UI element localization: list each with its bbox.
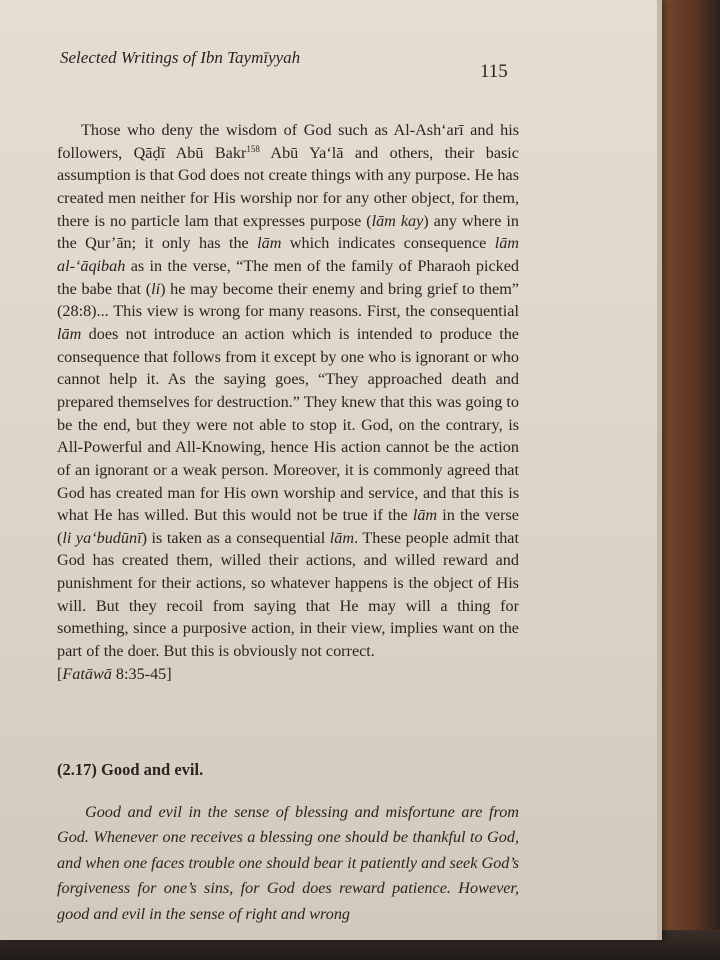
citation-reference: 8:35-45] (111, 664, 172, 683)
running-title: Selected Writings of Ibn Taymīyyah (60, 48, 301, 67)
section-body-text (57, 800, 519, 927)
italic-term: lām (329, 528, 355, 547)
italic-term: li (151, 279, 161, 298)
page-number: 115 (480, 61, 508, 82)
italic-term: lām kay (371, 211, 424, 230)
paragraph (57, 119, 519, 663)
footnote-ref: 158 (246, 143, 260, 154)
italic-term: li ya‘budūnī (62, 528, 142, 547)
text-run: as in the verse, “The men of the family of Pharaoh picked the babe that ( (57, 256, 519, 298)
italic-term: lām (412, 506, 438, 525)
page-edge (657, 0, 662, 940)
italic-term: lām (57, 324, 82, 343)
text-run: ) he may become their enemy and bring grief to them” (28:8)... This view is wrong for many reasons. First, the consequential (57, 279, 519, 321)
italic-term: lām (257, 234, 282, 253)
main-body-text (57, 119, 519, 685)
citation (57, 663, 519, 686)
text-run: in the verse ( (57, 506, 519, 547)
section-heading: (2.17) Good and evil. (57, 760, 204, 779)
citation-bracket: [ (57, 664, 63, 683)
text-run: ) any where in the Qur’ān; it only has the (57, 211, 519, 253)
text-run: Those who deny the wisdom of God such as Al-Ash‘arī and his followers, Qāḍī Abū Bakr (57, 121, 519, 162)
text-run: does not introduce an action which is intended to produce the consequence that follows from it except by one who is ignorant or who cannot help it. As the saying goes, “They approached death and prepared themselves for destruction.” They knew that this was going to be the end, but they were not able to stop it. God, on the contrary, is All-Powerful and All-Knowing, hence His action cannot be the action of an ignorant or a weak person. Moreover, it is commonly agreed that God has created man for His own worship and service, and that this is what He has willed. But this would not be true if the (57, 324, 519, 525)
text-run: which indicates consequence (281, 234, 495, 253)
citation-source: Fatāwā (62, 664, 112, 683)
text-run: ) is taken as a consequential (141, 528, 330, 547)
paragraph: Good and evil in the sense of blessing and misfortune are from God. Whenever one receives a blessing one should be thankful to God, and when one faces trouble one should bear it patiently and seek God’s forgiveness for one’s sins, for God does reward patience. However, good and evil in the sense of right and wrong (57, 803, 519, 923)
text-run: Abū Ya‘lā and others, their basic assumption is that God does not create things with any purpose. He has created men neither for His worship nor for any other object, for them, there is no particle lam that expresses purpose ( (57, 143, 519, 230)
text-run: . These people admit that God has created them, willed their actions, and willed reward and punishment for their actions, so whatever happens is the object of His will. But they recoil from saying that He may will a thing for something, since a purposive action, in their view, implies want on the part of the doer. But this is obviously not correct. (57, 528, 519, 661)
background-surface-right (660, 0, 720, 960)
italic-term: lām al-‘āqibah (57, 234, 519, 275)
